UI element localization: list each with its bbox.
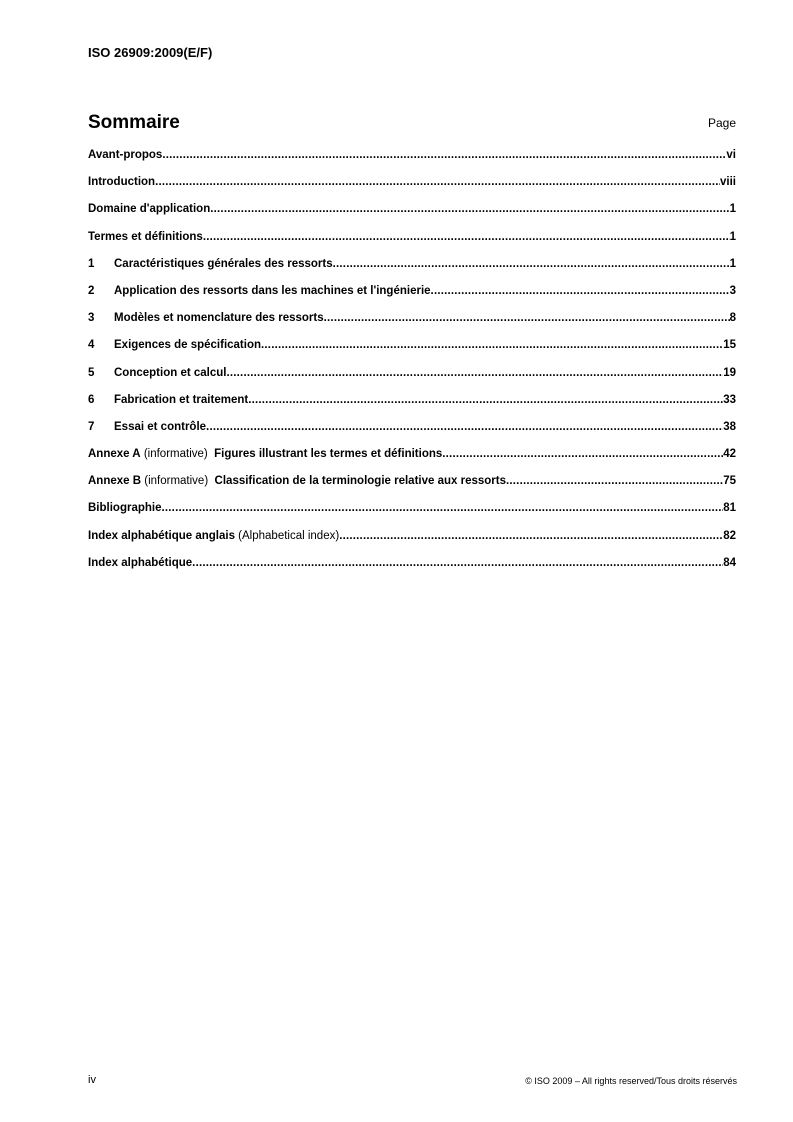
toc-entry-number: 3 — [88, 312, 95, 325]
toc-entry-avant-propos[interactable] — [88, 149, 736, 176]
toc-entry-label: Essai et contrôle — [114, 420, 207, 433]
leader-dots — [442, 448, 723, 460]
toc-entry-label: Avant-propos — [88, 149, 163, 161]
toc-entry-section-5[interactable] — [88, 367, 736, 394]
document-id: ISO 26909:2009(E/F) — [88, 45, 213, 60]
toc-entry-number: 5 — [88, 366, 95, 379]
toc-entry-label: Fabrication et traitement — [114, 393, 249, 406]
leader-dots — [155, 176, 720, 188]
toc-entry-page: 81 — [723, 502, 736, 515]
toc-entry-domaine[interactable] — [88, 203, 736, 230]
leader-dots — [324, 312, 730, 324]
leader-dots — [162, 149, 726, 161]
toc-entry-page: vi — [726, 149, 736, 161]
toc-entry-introduction[interactable] — [88, 176, 736, 203]
leader-dots — [248, 394, 723, 406]
leader-dots — [210, 203, 729, 215]
leader-dots — [261, 339, 723, 351]
toc-entry-number: 6 — [88, 393, 95, 406]
toc-entry-page: 38 — [723, 420, 736, 433]
toc-entry-subtitle: Figures illustrant les termes et définitions — [214, 448, 443, 461]
toc-entry-label: Exigences de spécification — [114, 339, 262, 352]
toc-entry-label: Termes et définitions — [88, 230, 203, 243]
toc-entry-page: 1 — [729, 230, 736, 243]
toc-entry-bibliographie[interactable] — [88, 502, 736, 529]
page-column-label: Page — [707, 116, 736, 130]
toc-entry-label: Index alphabétique anglais — [88, 529, 235, 542]
toc-entry-subtitle: Classification de la terminologie relative aux ressorts — [214, 475, 506, 488]
toc-entry-termes[interactable] — [88, 231, 736, 258]
table-of-contents — [88, 149, 736, 584]
toc-entry-label: Application des ressorts dans les machines et l'ingénierie — [114, 284, 431, 297]
leader-dots — [339, 530, 723, 542]
leader-dots — [206, 421, 723, 433]
leader-dots — [506, 475, 723, 487]
leader-dots — [161, 502, 723, 514]
leader-dots — [203, 231, 730, 243]
toc-entry-qualifier: (informative) — [141, 475, 215, 488]
toc-entry-page: 8 — [729, 312, 736, 325]
toc-entry-annexe-a[interactable] — [88, 448, 736, 475]
toc-entry-qualifier: (informative) — [140, 448, 215, 461]
toc-entry-page: 19 — [723, 366, 736, 379]
leader-dots — [431, 285, 730, 297]
toc-entry-section-1[interactable] — [88, 258, 736, 285]
toc-entry-section-7[interactable] — [88, 421, 736, 448]
toc-entry-page: 75 — [723, 475, 736, 488]
toc-entry-label: Modèles et nomenclature des ressorts — [114, 312, 324, 325]
toc-entry-page: viii — [720, 176, 736, 189]
page-title: Sommaire — [88, 112, 180, 133]
toc-entry-label: Annexe A — [88, 448, 141, 461]
copyright-notice: © ISO 2009 – All rights reserved/Tous droits réservés — [525, 1076, 737, 1086]
toc-entry-index-alphabetique[interactable] — [88, 557, 736, 584]
toc-entry-number: 7 — [88, 420, 95, 433]
leader-dots — [333, 258, 730, 270]
toc-entry-section-2[interactable] — [88, 285, 736, 312]
toc-entry-qualifier: (Alphabetical index) — [234, 529, 340, 542]
toc-entry-page: 1 — [729, 257, 736, 270]
toc-entry-page: 1 — [729, 203, 736, 216]
leader-dots — [192, 557, 723, 569]
toc-entry-annexe-b[interactable] — [88, 475, 736, 502]
toc-entry-label: Index alphabétique — [88, 556, 193, 569]
toc-entry-page: 15 — [723, 339, 736, 352]
toc-entry-page: 3 — [729, 284, 736, 297]
toc-entry-index-anglais[interactable] — [88, 530, 736, 557]
toc-entry-page: 84 — [723, 556, 736, 569]
toc-entry-number: 4 — [88, 339, 95, 352]
page-number: iv — [88, 1074, 96, 1086]
toc-entry-number: 2 — [88, 284, 95, 297]
toc-entry-section-4[interactable] — [88, 339, 736, 366]
toc-entry-section-3[interactable] — [88, 312, 736, 339]
toc-entry-page: 82 — [723, 529, 736, 542]
toc-entry-label: Bibliographie — [88, 502, 162, 515]
toc-entry-section-6[interactable] — [88, 394, 736, 421]
toc-entry-label: Annexe B — [88, 475, 142, 488]
leader-dots — [226, 367, 723, 379]
toc-entry-label: Conception et calcul — [114, 366, 227, 379]
toc-entry-page: 33 — [723, 393, 736, 406]
toc-entry-label: Caractéristiques générales des ressorts — [114, 257, 333, 270]
toc-entry-label: Introduction — [88, 176, 156, 189]
toc-entry-label: Domaine d'application — [88, 203, 211, 216]
toc-entry-page: 42 — [723, 448, 736, 461]
toc-entry-number: 1 — [88, 257, 95, 270]
